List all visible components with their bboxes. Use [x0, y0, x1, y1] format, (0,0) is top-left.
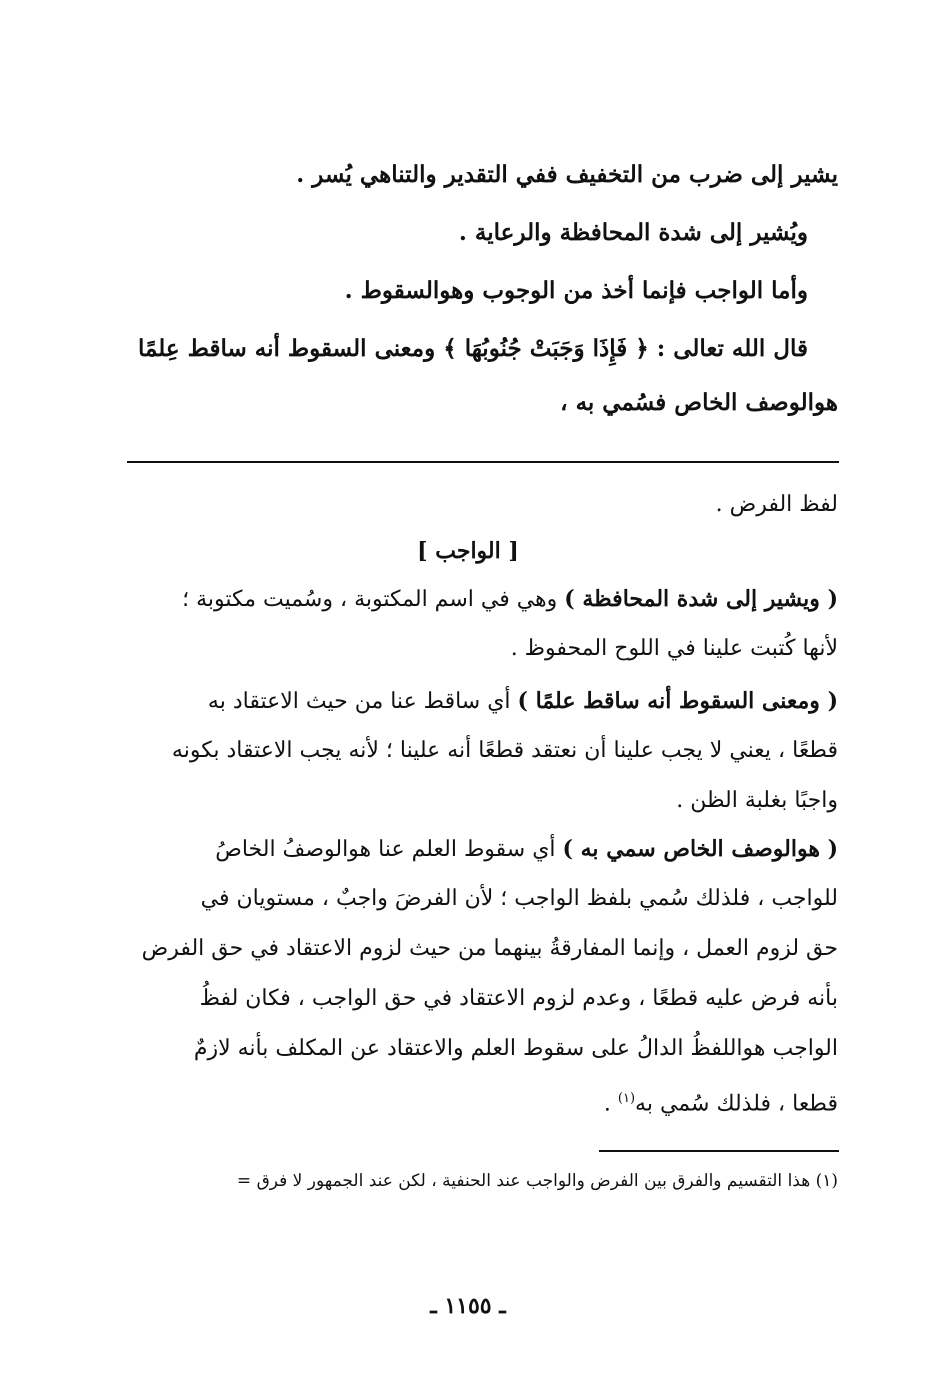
commentary-p1-line-2: لأنها كُتبت علينا في اللوح المحفوظ .: [510, 636, 838, 661]
quoted-phrase-3: ( هوالوصف الخاص سمي به ): [562, 836, 838, 862]
commentary-text: أي سقوط العلم عنا هوالوصفُ الخاصُ: [215, 837, 563, 862]
commentary-p2-line-3: واجبًا بغلبة الظن .: [676, 788, 838, 813]
main-text-line-1: يشير إلى ضرب من التخفيف ففي التقدير والتناهي يُسر .: [296, 161, 838, 188]
commentary-line-1: لفظ الفرض .: [715, 492, 838, 517]
page-number: ـ ١١٥٥ ـ: [430, 1293, 506, 1319]
main-text-line-2: ويُشير إلى شدة المحافظة والرعاية .: [458, 219, 808, 246]
commentary-p1-line-1: [182, 584, 838, 615]
quoted-phrase-2: ( ومعنى السقوط أنه ساقط علمًا ): [517, 688, 838, 714]
commentary-p3-line-3: حق لزوم العمل ، وإنما المفارقةُ بينهما من حيث لزوم الاعتقاد في حق الفرض: [141, 936, 838, 961]
footnote-separator: [599, 1150, 839, 1152]
commentary-p3-line-4: بأنه فرض عليه قطعًا ، وعدم لزوم الاعتقاد في حق الواجب ، فكان لفظُ: [199, 986, 838, 1011]
quoted-phrase-1: ( ويشير إلى شدة المحافظة ): [564, 586, 838, 612]
separator-rule: [127, 461, 839, 463]
main-text-line-4: قال الله تعالى : ﴿ فَإِذَا وَجَبَتْ جُنُوبُهَا ﴾ ومعنى السقوط أنه ساقط عِلمًا: [137, 335, 808, 362]
commentary-p3-line-1: [215, 834, 838, 865]
footnote-1: (١) هذا التقسيم والفرق بين الفرض والواجب عند الحنفية ، لكن عند الجمهور لا فرق =: [236, 1171, 838, 1191]
commentary-text: أي ساقط عنا من حيث الاعتقاد به: [207, 689, 518, 714]
commentary-p2-line-1: [208, 686, 838, 717]
footnote-reference: (١): [617, 1091, 636, 1106]
section-heading: [0, 536, 936, 567]
main-text-line-3: وأما الواجب فإنما أخذ من الوجوب وهوالسقوط .: [344, 277, 808, 304]
commentary-p2-line-2: قطعًا ، يعني لا يجب علينا أن نعتقد قطعًا أنه علينا ؛ لأنه يجب الاعتقاد بكونه: [171, 738, 838, 763]
section-heading-text: [ الواجب ]: [417, 538, 519, 564]
commentary-text: قطعا ، فلذلك سُمي به: [635, 1091, 838, 1117]
commentary-p3-line-5: الواجب هواللفظُ الدالُ على سقوط العلم والاعتقاد عن المكلف بأنه لازمٌ: [193, 1036, 838, 1061]
main-text-line-5: هوالوصف الخاص فسُمي به ،: [560, 389, 838, 416]
commentary-text: وهي في اسم المكتوبة ، وسُميت مكتوبة ؛: [182, 587, 565, 612]
commentary-p3-line-2: للواجب ، فلذلك سُمي بلفظ الواجب ؛ لأن الفرضَ واجبٌ ، مستويان في: [200, 886, 838, 911]
commentary-p3-line-6: [604, 1084, 838, 1119]
commentary-text-end: .: [603, 1091, 618, 1117]
